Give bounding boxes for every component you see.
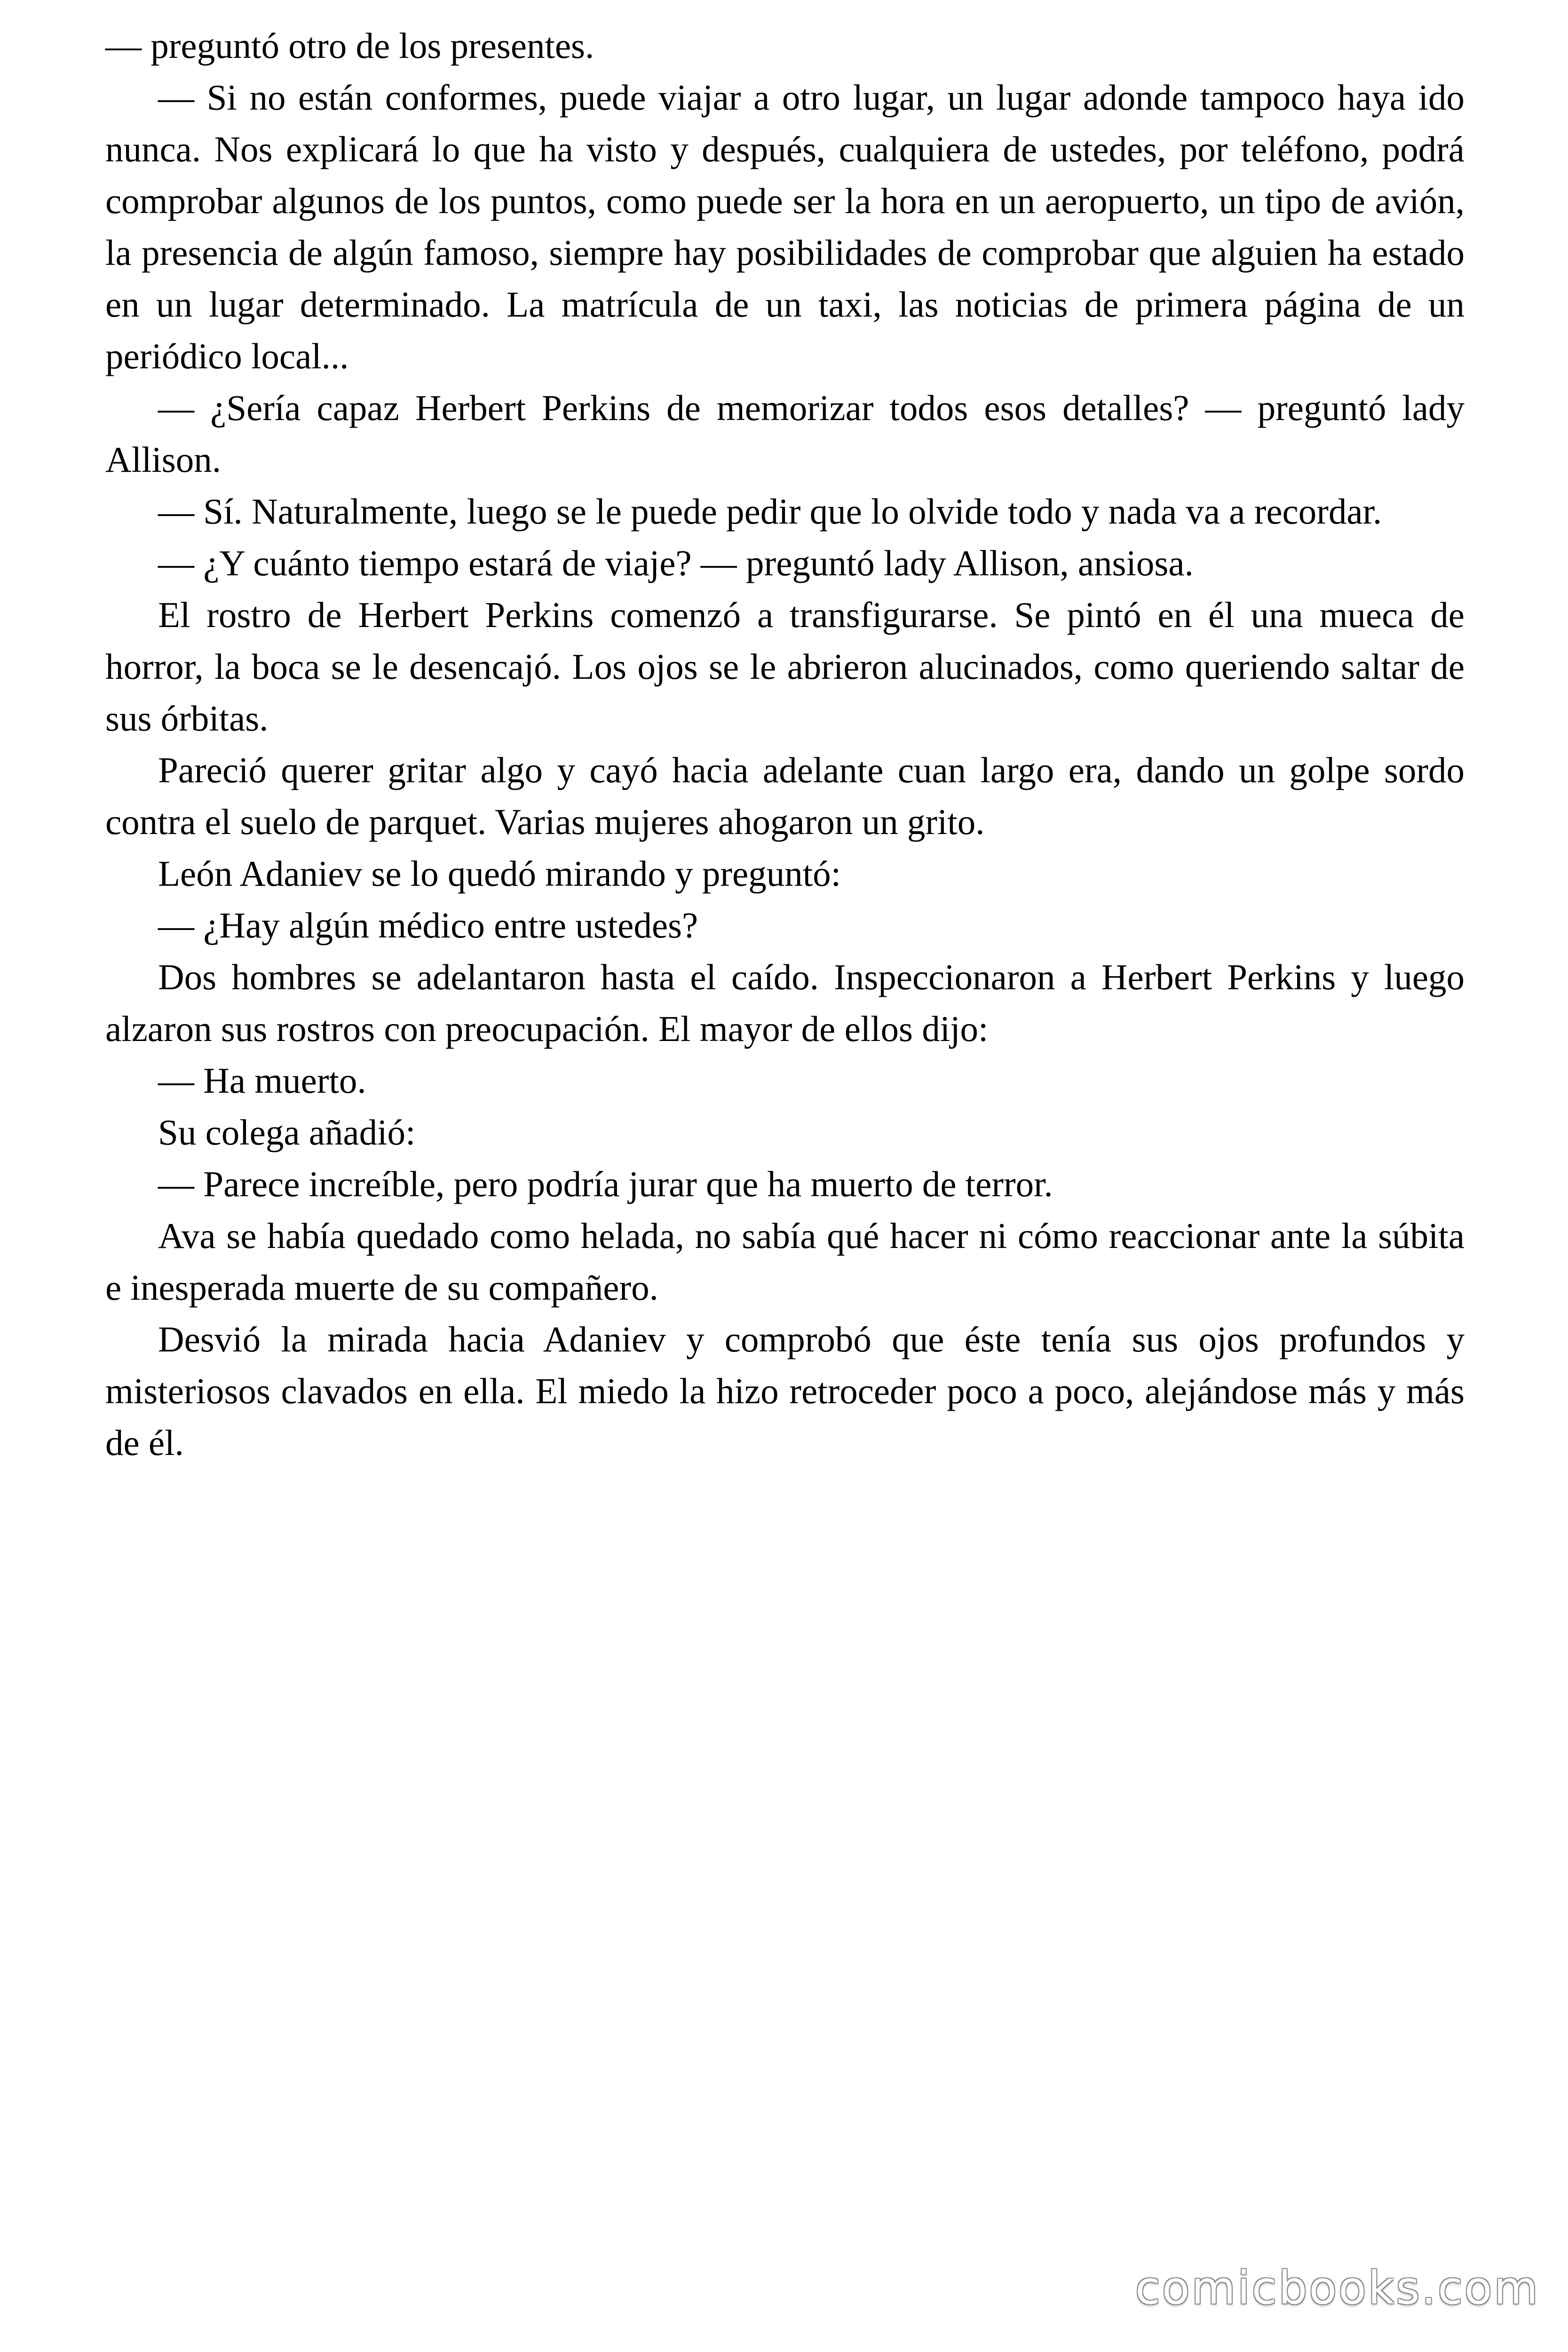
paragraph: León Adaniev se lo quedó mirando y preguntó: xyxy=(158,853,841,894)
paragraph: El rostro de Herbert Perkins comenzó a transfigurarse. Se pintó en él una mueca de horror, la boca se le desencajó. Los ojos se le abrieron alucinados, como queriendo saltar de sus órbitas. xyxy=(105,595,1465,739)
paragraph: — Si no están conformes, puede viajar a otro lugar, un lugar adonde tampoco haya ido nunca. Nos explicará lo que ha visto y después, cualquiera de ustedes, por teléfono, podrá comprobar algunos de los puntos, como puede ser la hora en un aeropuerto, un tipo de avión, la presencia de algún famoso, siempre hay posibilidades de comprobar que alguien ha estado en un lugar determinado. La matrícula de un taxi, las noticias de primera página de un periódico local... xyxy=(105,77,1465,376)
paragraph: — ¿Y cuánto tiempo estará de viaje? — preguntó lady Allison, ansiosa. xyxy=(158,543,1194,583)
paragraph: Pareció querer gritar algo y cayó hacia adelante cuan largo era, dando un golpe sordo contra el suelo de parquet. Varias mujeres ahogaron un grito. xyxy=(105,750,1465,842)
paragraph: Dos hombres se adelantaron hasta el caído. Inspeccionaron a Herbert Perkins y luego alzaron sus rostros con preocupación. El mayor de ellos dijo: xyxy=(105,957,1465,1049)
paragraph: — preguntó otro de los presentes. xyxy=(105,25,594,66)
paragraph: — ¿Hay algún médico entre ustedes? xyxy=(158,905,698,946)
paragraph: — ¿Sería capaz Herbert Perkins de memorizar todos esos detalles? — preguntó lady Allison. xyxy=(105,388,1465,480)
paragraph: Su colega añadió: xyxy=(158,1112,416,1152)
paragraph: — Sí. Naturalmente, luego se le puede pedir que lo olvide todo y nada va a recordar. xyxy=(158,491,1382,532)
watermark: comicbooks.com xyxy=(1135,2262,1540,2314)
paragraph: Desvió la mirada hacia Adaniev y comprobó que éste tenía sus ojos profundos y misteriosos clavados en ella. El miedo la hizo retroceder poco a poco, alejándose más y más de él. xyxy=(105,1319,1465,1463)
paragraph: — Parece increíble, pero podría jurar que ha muerto de terror. xyxy=(158,1164,1053,1204)
paragraph: Ava se había quedado como helada, no sabía qué hacer ni cómo reaccionar ante la súbita e inesperada muerte de su compañero. xyxy=(105,1216,1465,1308)
paragraph: — Ha muerto. xyxy=(158,1060,366,1101)
body-text xyxy=(105,20,1465,1469)
